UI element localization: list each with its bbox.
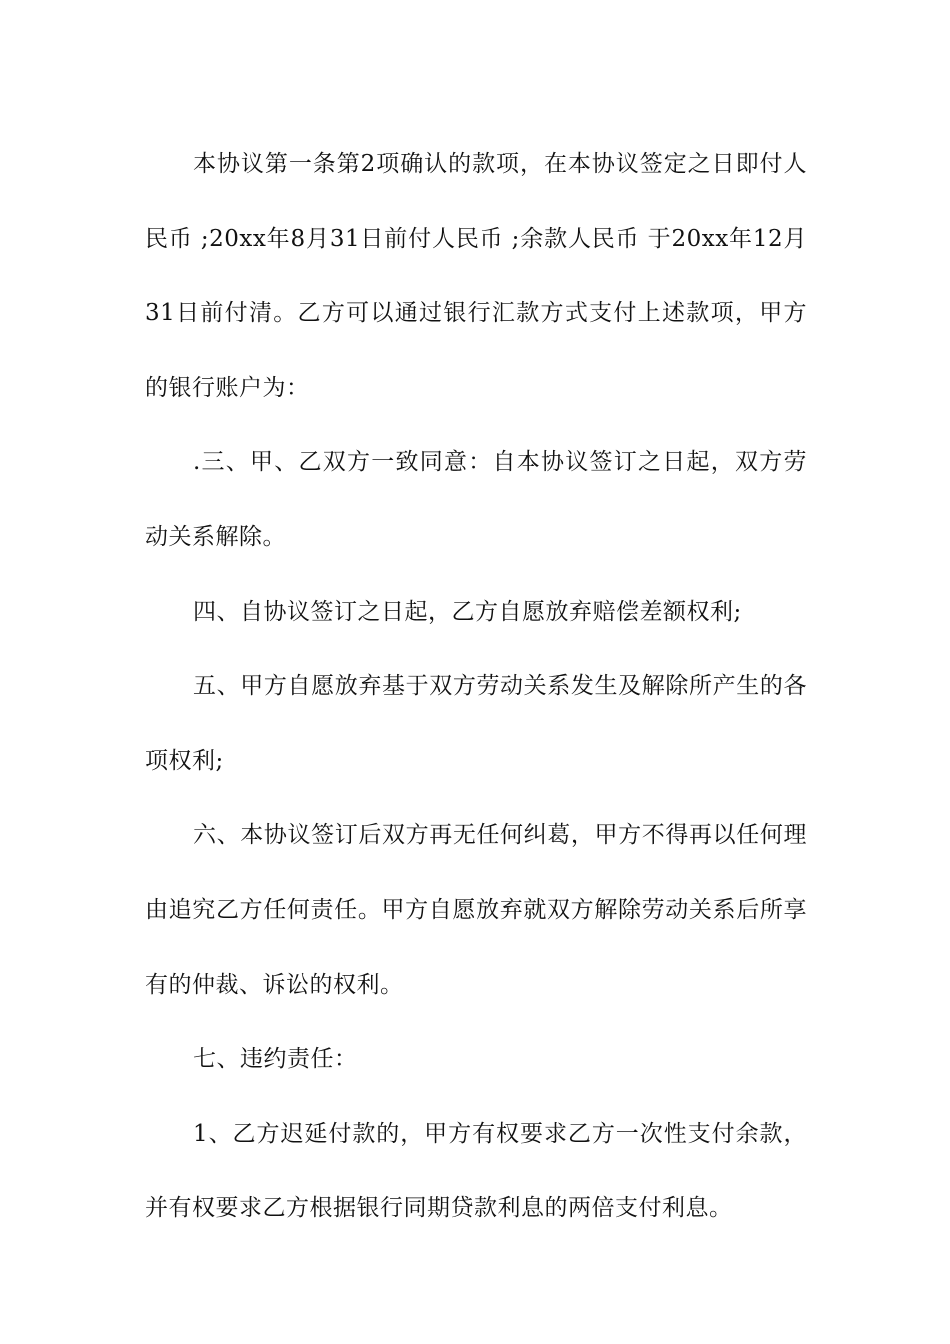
paragraph-clause-6: 六、本协议签订后双方再无任何纠葛，甲方不得再以任何理由追究乙方任何责任。甲方自愿放弃就双方解除劳动关系后所享有的仲裁、诉讼的权利。 (145, 822, 807, 998)
document-body (145, 127, 807, 1246)
paragraph-clause-3: .三、甲、乙双方一致同意：自本协议签订之日起，双方劳动关系解除。 (145, 449, 807, 550)
paragraph-clause-7-heading: 七、违约责任： (193, 1046, 358, 1073)
paragraph-payment-terms: 本协议第一条第2项确认的款项，在本协议签定之日即付人民币 ;20xx年8月31日前付人民币 ;余款人民币 于20xx年12月31日前付清。乙方可以通过银行汇款方式支付上述款项，甲方的银行账户为： (145, 151, 807, 401)
paragraph-clause-5: 五、甲方自愿放弃基于双方劳动关系发生及解除所产生的各项权利; (145, 673, 807, 774)
paragraph-clause-4: 四、自协议签订之日起，乙方自愿放弃赔偿差额权利; (193, 598, 742, 625)
paragraph-clause-7-item-1: 1、乙方迟延付款的，甲方有权要求乙方一次性支付余款，并有权要求乙方根据银行同期贷款利息的两倍支付利息。 (145, 1120, 807, 1222)
